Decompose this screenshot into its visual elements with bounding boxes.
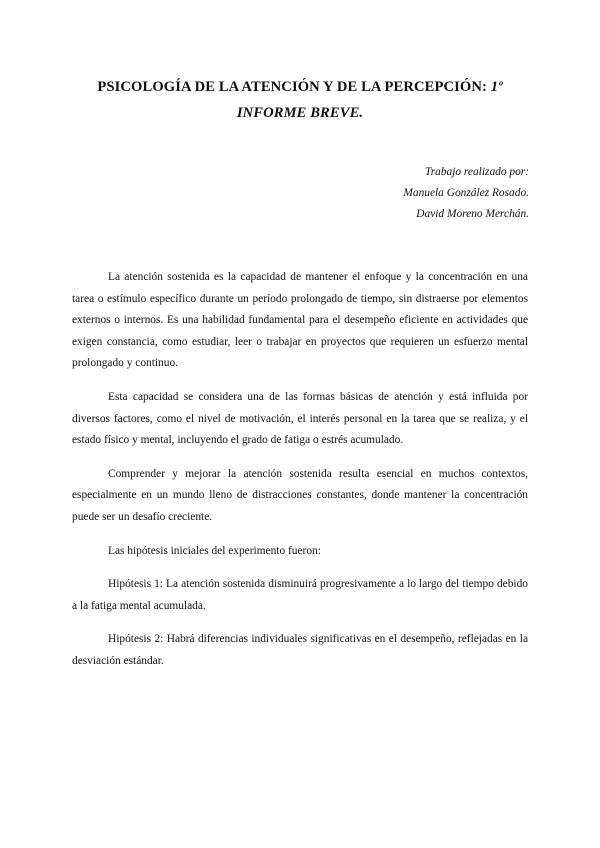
author-name: Manuela González Rosado. [403,187,529,199]
paragraph: Las hipótesis iniciales del experimento fueron: [108,544,321,557]
hypothesis-paragraph: Hipótesis 2: Habrá diferencias individuales significativas en el desempeño, reflejadas en la desviación estándar. [72,633,528,667]
title-main: PSICOLOGÍA DE LA ATENCIÓN Y DE LA PERCEPCIÓN: [97,79,491,95]
title-number: 1º [490,79,503,95]
paragraph: Esta capacidad se considera una de las formas básicas de atención y está influida por diversos factores, como el nivel de motivación, el interés personal en la tarea que se realiza, y el estado físico y mental, incluyendo el grado de fatiga o estrés acumulado. [72,390,528,447]
document-body [72,267,528,673]
paragraph: La atención sostenida es la capacidad de mantener el enfoque y la concentración en una tarea o estímulo específico durante un período prolongado de tiempo, sin distraerse por elementos externos o internos. Es una habilidad fundamental para el desempeño eficiente en actividades que exigen constancia, como estudiar, leer o trabajar en proyectos que requieren un esfuerzo mental prolongado y continuo. [72,271,528,370]
author-block [72,162,529,225]
author-name: David Moreno Merchán. [416,208,529,220]
document-title [72,74,528,126]
hypothesis-paragraph: Hipótesis 1: La atención sostenida disminuirá progresivamente a lo largo del tiempo debido a la fatiga mental acumulada. [72,578,528,612]
credit-line: Trabajo realizado por: [424,166,529,178]
title-subtitle: INFORME BREVE. [236,105,364,121]
paragraph: Comprender y mejorar la atención sostenida resulta esencial en muchos contextos, especialmente en un mundo lleno de distracciones constantes, donde mantener la concentración puede ser un desafío creciente. [72,467,528,523]
